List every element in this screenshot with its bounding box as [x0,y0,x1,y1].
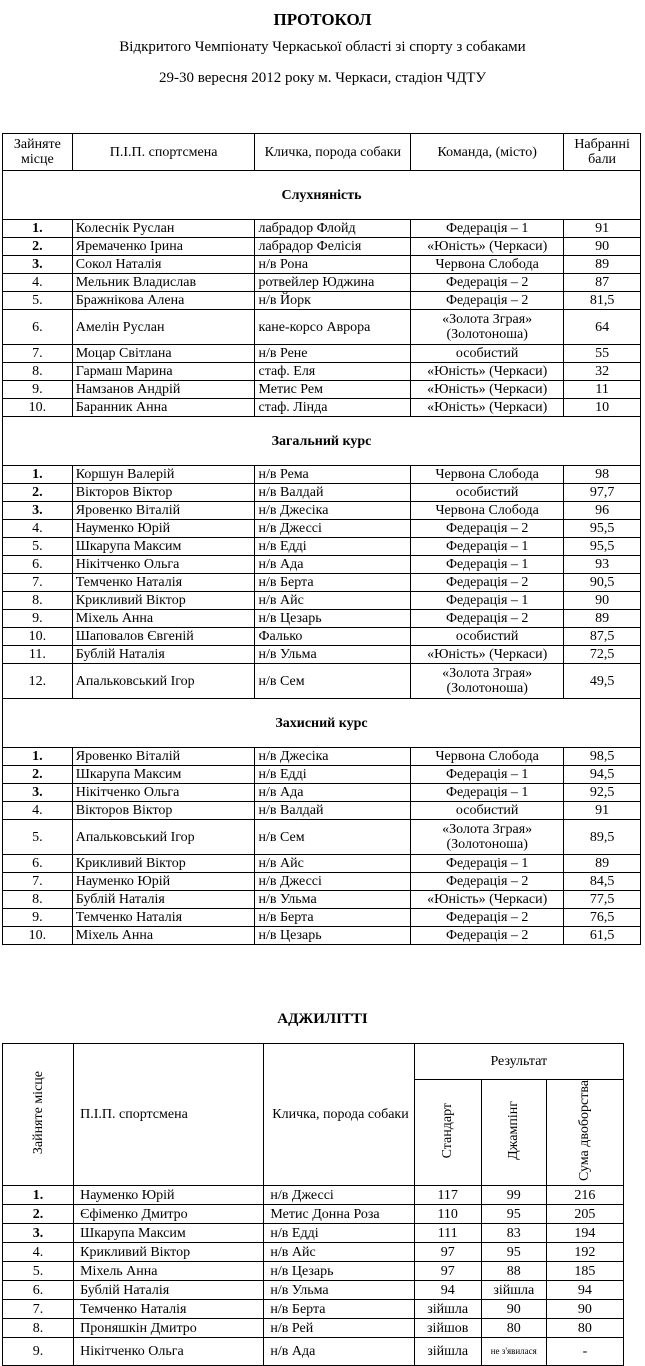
table-row [3,274,641,292]
agility-header-jumping: Джампінг [481,1080,546,1186]
score-cell: 93 [564,556,641,574]
athlete-cell: Коршун Валерій [72,466,255,484]
place-cell: 10. [3,399,73,417]
team-cell: Федерація – 1 [411,784,564,802]
athlete-cell: Шкарупа Максим [72,766,255,784]
dog-cell: н/в Джесіка [255,502,411,520]
agility-standard-cell: зійшов [414,1319,481,1338]
score-cell: 92,5 [564,784,641,802]
athlete-cell: Крикливий Віктор [72,592,255,610]
place-cell: 1. [3,466,73,484]
team-cell: «Золота Зграя» (Золотоноша) [411,310,564,345]
place-cell: 8. [3,592,73,610]
dog-cell: н/в Рене [255,345,411,363]
athlete-cell: Яровенко Віталій [72,748,255,766]
dog-cell: н/в Айс [255,592,411,610]
dog-cell: н/в Валдай [255,484,411,502]
agility-header-dog: Кличка, порода собаки [264,1044,414,1186]
agility-sum-cell: 185 [546,1262,623,1281]
dog-cell: лабрадор Фелісія [255,238,411,256]
section-row [3,699,641,748]
dog-cell: Метис Рем [255,381,411,399]
dog-cell: н/в Ада [255,556,411,574]
section-title: Захисний курс [3,699,641,748]
agility-athlete-cell: Крикливий Віктор [74,1243,264,1262]
header-athlete: П.І.П. спортсмена [72,134,255,171]
agility-place-cell: 1. [3,1186,74,1205]
place-cell: 7. [3,574,73,592]
place-cell: 5. [3,820,73,855]
athlete-cell: Апальковський Ігор [72,664,255,699]
table-row [3,891,641,909]
table-row [3,664,641,699]
team-cell: Федерація – 1 [411,592,564,610]
results-table-body [3,134,641,945]
score-cell: 81,5 [564,292,641,310]
team-cell: особистий [411,802,564,820]
score-cell: 72,5 [564,646,641,664]
score-cell: 89 [564,256,641,274]
agility-athlete-cell: Темченко Наталія [74,1300,264,1319]
table-row [3,538,641,556]
agility-header-standard: Стандарт [414,1080,481,1186]
team-cell: Федерація – 2 [411,574,564,592]
place-cell: 11. [3,646,73,664]
athlete-cell: Яровенко Віталій [72,502,255,520]
team-cell: особистий [411,484,564,502]
table-row [3,256,641,274]
team-cell: Червона Слобода [411,748,564,766]
agility-table [2,1043,624,1366]
dog-cell: Фалько [255,628,411,646]
table-row [3,820,641,855]
dog-cell: н/в Цезарь [255,610,411,628]
place-cell: 7. [3,345,73,363]
agility-row [3,1186,624,1205]
score-cell: 96 [564,502,641,520]
athlete-cell: Вікторов Віктор [72,484,255,502]
score-cell: 11 [564,381,641,399]
athlete-cell: Темченко Наталія [72,574,255,592]
athlete-cell: Колеснік Руслан [72,220,255,238]
athlete-cell: Бублій Наталія [72,646,255,664]
table-row [3,873,641,891]
agility-row [3,1300,624,1319]
score-cell: 95,5 [564,538,641,556]
place-cell: 1. [3,748,73,766]
dog-cell: н/в Едді [255,766,411,784]
dog-cell: н/в Ульма [255,646,411,664]
team-cell: Федерація – 2 [411,927,564,945]
agility-place-cell: 7. [3,1300,74,1319]
athlete-cell: Науменко Юрій [72,520,255,538]
agility-dog-cell: н/в Ада [264,1338,414,1366]
table-row [3,802,641,820]
agility-athlete-cell: Шкарупа Максим [74,1224,264,1243]
agility-dog-cell: Метис Донна Роза [264,1205,414,1224]
dog-cell: н/в Рема [255,466,411,484]
score-cell: 90 [564,238,641,256]
score-cell: 89 [564,610,641,628]
agility-title: АДЖИЛІТТІ [277,1011,368,1027]
table-row [3,238,641,256]
agility-athlete-cell: Науменко Юрій [74,1186,264,1205]
protocol-title: ПРОТОКОЛ [273,10,372,29]
date-venue-line: 29-30 вересня 2012 року м. Черкаси, стадіон ЧДТУ [158,70,487,86]
agility-row [3,1262,624,1281]
place-cell: 10. [3,628,73,646]
athlete-cell: Моцар Світлана [72,345,255,363]
dog-cell: стаф. Еля [255,363,411,381]
agility-dog-cell: н/в Цезарь [264,1262,414,1281]
table-row [3,502,641,520]
agility-standard-cell: 94 [414,1281,481,1300]
score-cell: 77,5 [564,891,641,909]
agility-dog-cell: н/в Берта [264,1300,414,1319]
team-cell: Федерація – 1 [411,220,564,238]
athlete-cell: Бублій Наталія [72,891,255,909]
dog-cell: н/в Берта [255,574,411,592]
team-cell: Федерація – 1 [411,556,564,574]
dog-cell: н/в Едді [255,538,411,556]
agility-standard-cell: 111 [414,1224,481,1243]
athlete-cell: Намзанов Андрій [72,381,255,399]
agility-sum-cell: 205 [546,1205,623,1224]
agility-row [3,1243,624,1262]
team-cell: Федерація – 2 [411,909,564,927]
team-cell: «Юність» (Черкаси) [411,363,564,381]
place-cell: 4. [3,802,73,820]
team-cell: «Золота Зграя» (Золотоноша) [411,664,564,699]
place-cell: 2. [3,238,73,256]
dog-cell: н/в Айс [255,855,411,873]
place-cell: 6. [3,556,73,574]
header-score: Набранні бали [564,134,641,171]
team-cell: Федерація – 1 [411,766,564,784]
header-place: Зайняте місце [3,134,73,171]
dog-cell: н/в Сем [255,664,411,699]
score-cell: 98 [564,466,641,484]
agility-dog-cell: н/в Рей [264,1319,414,1338]
place-cell: 2. [3,766,73,784]
athlete-cell: Нікітченко Ольга [72,784,255,802]
agility-sum-cell: 216 [546,1186,623,1205]
table-row [3,628,641,646]
team-cell: Федерація – 2 [411,873,564,891]
score-cell: 55 [564,345,641,363]
athlete-cell: Гармаш Марина [72,363,255,381]
team-cell: Червона Слобода [411,466,564,484]
agility-athlete-cell: Проняшкін Дмитро [74,1319,264,1338]
agility-header-row-1 [3,1044,624,1080]
agility-dog-cell: н/в Айс [264,1243,414,1262]
place-cell: 6. [3,855,73,873]
athlete-cell: Міхель Анна [72,927,255,945]
section-title: Загальний курс [3,417,641,466]
score-cell: 94,5 [564,766,641,784]
agility-header-result: Результат [414,1044,623,1080]
team-cell: Федерація – 1 [411,855,564,873]
agility-place-cell: 9. [3,1338,74,1366]
place-cell: 7. [3,873,73,891]
table-row [3,310,641,345]
agility-header-place: Зайняте місце [3,1044,74,1186]
agility-standard-cell: 97 [414,1243,481,1262]
agility-sum-cell: - [546,1338,623,1366]
agility-jumping-cell: 95 [481,1243,546,1262]
agility-place-cell: 2. [3,1205,74,1224]
dog-cell: н/в Йорк [255,292,411,310]
team-cell: Федерація – 2 [411,610,564,628]
agility-athlete-cell: Єфіменко Дмитро [74,1205,264,1224]
agility-row [3,1319,624,1338]
dog-cell: н/в Рона [255,256,411,274]
table-row [3,855,641,873]
table-row [3,748,641,766]
place-cell: 12. [3,664,73,699]
results-table [2,133,641,945]
agility-row [3,1281,624,1300]
agility-sum-cell: 192 [546,1243,623,1262]
agility-dog-cell: н/в Ульма [264,1281,414,1300]
agility-athlete-cell: Міхель Анна [74,1262,264,1281]
table-row [3,292,641,310]
agility-standard-cell: 117 [414,1186,481,1205]
agility-sum-cell: 194 [546,1224,623,1243]
table-row [3,909,641,927]
agility-jumping-cell [481,1338,546,1366]
dog-cell: н/в Ульма [255,891,411,909]
dog-cell: н/в Ада [255,784,411,802]
athlete-cell: Крикливий Віктор [72,855,255,873]
team-cell: «Юність» (Черкаси) [411,238,564,256]
score-cell: 89 [564,855,641,873]
table-row [3,363,641,381]
dog-cell: н/в Сем [255,820,411,855]
score-cell: 76,5 [564,909,641,927]
place-cell: 9. [3,610,73,628]
place-cell: 4. [3,274,73,292]
dog-cell: н/в Джесіка [255,748,411,766]
agility-standard-cell: зійшла [414,1300,481,1319]
agility-jumping-cell: 88 [481,1262,546,1281]
athlete-cell: Шкарупа Максим [72,538,255,556]
place-cell: 9. [3,909,73,927]
score-cell: 10 [564,399,641,417]
agility-standard-cell: зійшла [414,1338,481,1366]
header-row [3,134,641,171]
agility-jumping-cell: 80 [481,1319,546,1338]
team-cell: Федерація – 2 [411,274,564,292]
table-row [3,556,641,574]
table-row [3,646,641,664]
score-cell: 87 [564,274,641,292]
agility-header-name: П.І.П. спортсмена [74,1044,264,1186]
table-row [3,345,641,363]
team-cell: особистий [411,345,564,363]
place-cell: 8. [3,363,73,381]
team-cell: Федерація – 1 [411,538,564,556]
team-cell: «Золота Зграя» (Золотоноша) [411,820,564,855]
team-cell: «Юність» (Черкаси) [411,381,564,399]
agility-standard-cell: 110 [414,1205,481,1224]
score-cell: 87,5 [564,628,641,646]
dog-cell: лабрадор Флойд [255,220,411,238]
section-row [3,171,641,220]
team-cell: «Юність» (Черкаси) [411,399,564,417]
athlete-cell: Бражнікова Алена [72,292,255,310]
agility-athlete-cell: Нікітченко Ольга [74,1338,264,1366]
place-cell: 6. [3,310,73,345]
athlete-cell: Нікітченко Ольга [72,556,255,574]
place-cell: 3. [3,256,73,274]
score-cell: 49,5 [564,664,641,699]
agility-jumping-cell: 99 [481,1186,546,1205]
score-cell: 98,5 [564,748,641,766]
header-dog: Кличка, порода собаки [255,134,411,171]
header-team: Команда, (місто) [411,134,564,171]
athlete-cell: Міхель Анна [72,610,255,628]
agility-place-cell: 6. [3,1281,74,1300]
athlete-cell: Науменко Юрій [72,873,255,891]
score-cell: 90 [564,592,641,610]
place-cell: 5. [3,292,73,310]
table-row [3,520,641,538]
team-cell: Червона Слобода [411,502,564,520]
agility-place-cell: 8. [3,1319,74,1338]
athlete-cell: Сокол Наталія [72,256,255,274]
team-cell: Федерація – 2 [411,292,564,310]
agility-row [3,1205,624,1224]
place-cell: 2. [3,484,73,502]
agility-header-sum: Сума двоборства [546,1080,623,1186]
table-row [3,381,641,399]
agility-standard-cell: 97 [414,1262,481,1281]
place-cell: 10. [3,927,73,945]
dog-cell: кане-корсо Аврора [255,310,411,345]
agility-sum-cell: 90 [546,1300,623,1319]
score-cell: 32 [564,363,641,381]
agility-sum-cell: 80 [546,1319,623,1338]
table-row [3,399,641,417]
table-row [3,574,641,592]
dog-cell: н/в Джессі [255,873,411,891]
score-cell: 84,5 [564,873,641,891]
athlete-cell: Шаповалов Євгеній [72,628,255,646]
team-cell: Федерація – 2 [411,520,564,538]
championship-line: Відкритого Чемпіонату Черкаської області зі спорту з собаками [119,39,526,55]
agility-jumping-cell: зійшла [481,1281,546,1300]
table-row [3,610,641,628]
score-cell: 89,5 [564,820,641,855]
agility-dog-cell: н/в Едді [264,1224,414,1243]
agility-table-body [3,1044,624,1366]
score-cell: 91 [564,220,641,238]
agility-place-cell: 5. [3,1262,74,1281]
table-row [3,592,641,610]
dog-cell: н/в Цезарь [255,927,411,945]
dog-cell: ротвейлер Юджина [255,274,411,292]
agility-dog-cell: н/в Джессі [264,1186,414,1205]
table-row [3,766,641,784]
section-title: Слухняність [3,171,641,220]
section-row [3,417,641,466]
agility-place-cell: 4. [3,1243,74,1262]
agility-jumping-cell: 83 [481,1224,546,1243]
place-cell: 8. [3,891,73,909]
place-cell: 4. [3,520,73,538]
team-cell: «Юність» (Черкаси) [411,891,564,909]
table-row [3,927,641,945]
agility-sum-cell: 94 [546,1281,623,1300]
table-row [3,784,641,802]
dog-cell: н/в Берта [255,909,411,927]
place-cell: 9. [3,381,73,399]
score-cell: 95,5 [564,520,641,538]
score-cell: 64 [564,310,641,345]
score-cell: 61,5 [564,927,641,945]
place-cell: 3. [3,502,73,520]
score-cell: 97,7 [564,484,641,502]
athlete-cell: Вікторов Віктор [72,802,255,820]
athlete-cell: Яремаченко Ірина [72,238,255,256]
table-row [3,220,641,238]
agility-athlete-cell: Бублій Наталія [74,1281,264,1300]
agility-row [3,1224,624,1243]
team-cell: «Юність» (Черкаси) [411,646,564,664]
agility-jumping-cell: 95 [481,1205,546,1224]
agility-place-cell: 3. [3,1224,74,1243]
score-cell: 91 [564,802,641,820]
athlete-cell: Амелін Руслан [72,310,255,345]
athlete-cell: Темченко Наталія [72,909,255,927]
table-row [3,484,641,502]
agility-row [3,1338,624,1366]
agility-jumping-text: не з'явилася [490,1346,537,1357]
place-cell: 1. [3,220,73,238]
table-row [3,466,641,484]
dog-cell: стаф. Лінда [255,399,411,417]
place-cell: 5. [3,538,73,556]
agility-jumping-cell: 90 [481,1300,546,1319]
place-cell: 3. [3,784,73,802]
dog-cell: н/в Джессі [255,520,411,538]
athlete-cell: Мельник Владислав [72,274,255,292]
dog-cell: н/в Валдай [255,802,411,820]
athlete-cell: Апальковський Ігор [72,820,255,855]
score-cell: 90,5 [564,574,641,592]
team-cell: Червона Слобода [411,256,564,274]
team-cell: особистий [411,628,564,646]
athlete-cell: Баранник Анна [72,399,255,417]
